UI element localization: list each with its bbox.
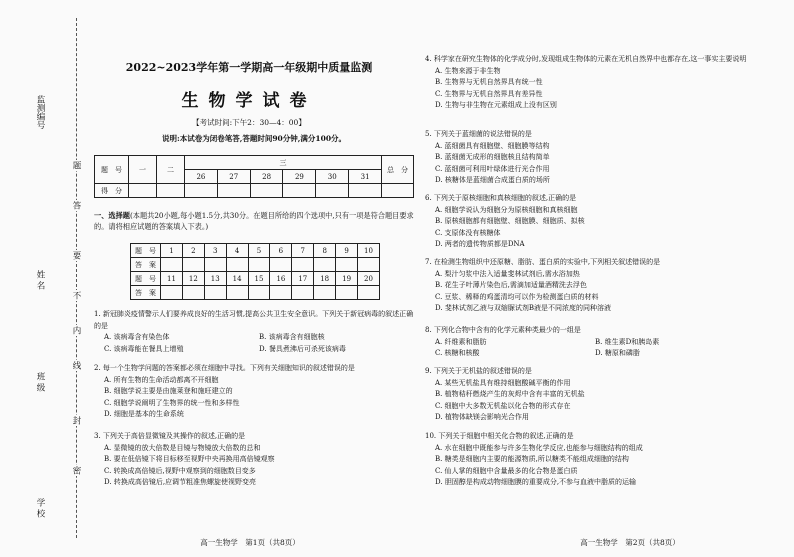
seal-char: 密: [71, 466, 81, 475]
question-3: [94, 431, 414, 489]
answer-qnum: 10: [358, 244, 380, 258]
answer-cell[interactable]: [226, 286, 248, 300]
option: A. 蓝细菌具有细胞壁、细胞膜等结构: [435, 141, 550, 150]
option: C. 蓝细菌可利用叶绿体进行光合作用: [435, 164, 550, 173]
option: A. 生物来源于非生物: [435, 66, 501, 75]
answer-qnum: 6: [270, 244, 292, 258]
option: A. 所有生物的生命活动都离不开细胞: [104, 375, 219, 384]
score-group: 三: [185, 156, 382, 170]
option: A. 某些无机盐具有维持细胞酸碱平衡的作用: [435, 378, 571, 387]
question-7: [425, 257, 755, 315]
option: C. 该病毒能在餐具上增殖: [104, 344, 184, 353]
exam-title: 2022~2023学年第一学期高一年级期中质量监测: [125, 61, 373, 74]
score-subcol: 31: [349, 170, 382, 184]
question-stem: 10. 下列关于细胞中相关化合物的叙述,正确的是: [425, 432, 574, 440]
option: B. 植物秸秆燃烧产生的灰烬中含有丰富的无机盐: [435, 390, 585, 399]
name-label: 姓 名: [35, 270, 45, 290]
answer-qnum: 8: [314, 244, 336, 258]
answer-qnum: 9: [336, 244, 358, 258]
answer-q-label: 题 号: [131, 244, 161, 258]
score-cell[interactable]: [283, 184, 316, 198]
question-stem: 5. 下列关于蓝细菌的说法错误的是: [425, 130, 532, 138]
seal-char: 内: [71, 326, 81, 335]
answer-cell[interactable]: [270, 286, 292, 300]
option: A. 纤维素和脂肪: [435, 337, 487, 346]
answer-qnum: 19: [336, 272, 358, 286]
option: B. 糖类是细胞内主要的能源物质,所以糖类不能组成细胞的结构: [435, 455, 629, 464]
exam-no-label: 监测编号: [35, 95, 45, 129]
left-column: [94, 0, 414, 557]
question-1: [94, 309, 414, 355]
answer-qnum: 2: [182, 244, 204, 258]
answer-qnum: 1: [161, 244, 183, 258]
answer-table: [130, 243, 380, 300]
answer-qnum: 3: [204, 244, 226, 258]
options-row: [425, 348, 755, 360]
option: B. 蓝细菌无成形的细胞核且结构简单: [435, 153, 550, 162]
section1-title: 一、选择题: [94, 211, 130, 220]
answer-cell[interactable]: [336, 258, 358, 272]
score-col: 一: [129, 156, 157, 184]
seal-char: 不: [71, 291, 81, 300]
option: A. 显微镜的放大倍数是目镜与物镜放大倍数的总和: [104, 443, 261, 452]
seal-line: [76, 18, 77, 538]
question-stem: 9. 下列关于无机盐的叙述错误的是: [425, 367, 532, 375]
answer-cell[interactable]: [182, 258, 204, 272]
option: C. 核糖和核酸: [435, 349, 480, 358]
option: A. 水在细胞中既能参与许多生物化学反应,也能参与细胞结构的组成: [435, 443, 643, 452]
question-stem: 4. 科学家在研究生物体的化学成分时,发现组成生物体的元素在无机自然界中也都存在,这一事实主要说明: [425, 55, 747, 63]
answer-cell[interactable]: [161, 258, 183, 272]
answer-qnum: 16: [270, 272, 292, 286]
question-stem: 7. 在检测生物组织中还原糖、脂肪、蛋白质的实验中,下列相关叙述错误的是: [425, 258, 661, 266]
score-cell[interactable]: [185, 184, 218, 198]
option: D. 两者的遗传物质都是DNA: [435, 240, 525, 249]
answer-qnum: 7: [292, 244, 314, 258]
answer-qnum: 12: [182, 272, 204, 286]
answer-cell[interactable]: [314, 258, 336, 272]
answer-qnum: 18: [314, 272, 336, 286]
answer-cell[interactable]: [248, 258, 270, 272]
score-total-label: 总 分: [382, 156, 414, 184]
seal-char: 要: [71, 251, 81, 260]
answer-cell[interactable]: [226, 258, 248, 272]
option: A. 细胞学说认为细胞分为原核细胞和真核细胞: [435, 205, 578, 214]
answer-qnum: 11: [161, 272, 183, 286]
option: C. 支原体没有核糖体: [435, 228, 501, 237]
option: B. 生物界与无机自然界具有统一性: [435, 78, 543, 87]
option: D. 斐林试剂乙液与双缩脲试剂B液是不同浓度的同种溶液: [435, 304, 611, 313]
answer-cell[interactable]: [314, 286, 336, 300]
seal-char: 封: [71, 416, 81, 425]
section1-text: (本题共20小题,每小题1.5分,共30分。在题目所给的四个选项中,只有一项是符合题目要求的。请将相应试题的答案填入下表。): [94, 211, 414, 231]
option: B. 原核细胞都有细胞壁、细胞膜、细胞质、拟核: [435, 217, 585, 226]
option: B. 该病毒含有细胞核: [259, 333, 325, 342]
option: C. 生物界与无机自然界具有差异性: [435, 89, 543, 98]
options-row: [425, 337, 755, 349]
option: C. 豆浆、稀释的鸡蛋清均可以作为检测蛋白质的材料: [435, 292, 599, 301]
answer-qnum: 5: [248, 244, 270, 258]
section1-intro: [94, 210, 414, 232]
score-row-label: 题 号: [95, 156, 129, 184]
answer-qnum-row: [131, 272, 380, 286]
question-5: [425, 129, 755, 187]
answer-row: [131, 286, 380, 300]
answer-cell[interactable]: [358, 286, 380, 300]
answer-qnum: 15: [248, 272, 270, 286]
answer-cell[interactable]: [248, 286, 270, 300]
options-row: [94, 332, 414, 344]
option: B. 花生子叶薄片染色后,需滴加适量酒精洗去浮色: [435, 281, 587, 290]
score-subcol: 30: [316, 170, 349, 184]
answer-cell[interactable]: [292, 258, 314, 272]
answer-qnum: 4: [226, 244, 248, 258]
option: C. 仙人掌的细胞中含量最多的化合物是蛋白质: [435, 466, 578, 475]
option: C. 细胞中大多数无机盐以化合物的形式存在: [435, 401, 571, 410]
option: A. 该病毒含有染色体: [104, 333, 170, 342]
question-stem: 1. 新冠肺炎疫情警示人们要养成良好的生活习惯,提高公共卫生安全意识。下列关于新冠病毒的叙述正确的是: [94, 310, 414, 330]
answer-row: [131, 258, 380, 272]
answer-qnum: 20: [358, 272, 380, 286]
answer-cell[interactable]: [336, 286, 358, 300]
score-cell[interactable]: [250, 184, 283, 198]
option: D. 细胞是基本的生命系统: [104, 410, 184, 419]
question-2: [94, 363, 414, 421]
option: D. 糖原和磷脂: [595, 349, 640, 358]
question-stem: 6. 下列关于原核细胞和真核细胞的叙述,正确的是: [425, 194, 577, 202]
option: D. 转换成高倍镜后,应调节粗准焦螺旋使视野变亮: [104, 478, 257, 487]
answer-cell[interactable]: [292, 286, 314, 300]
question-10: [425, 431, 755, 489]
answer-qnum: 13: [204, 272, 226, 286]
class-field: [34, 372, 46, 392]
option: D. 生物与非生物在元素组成上没有区别: [435, 101, 557, 110]
answer-a-label: 答 案: [131, 258, 161, 272]
option: C. 转换成高倍镜后,视野中观察到的细胞数目变多: [104, 466, 256, 475]
answer-cell[interactable]: [204, 286, 226, 300]
right-column: [425, 0, 755, 557]
answer-a-label: 答 案: [131, 286, 161, 300]
option: D. 胆固醇是构成动物细胞膜的重要成分,不参与血液中脂质的运输: [435, 478, 637, 487]
question-8: [425, 325, 755, 360]
answer-qnum-row: [131, 244, 380, 258]
score-row-label: 得 分: [95, 184, 129, 198]
page-footer-right: 高一生物学 第2页（共8页）: [580, 538, 680, 547]
exam-notice: 说明:本试卷为闭卷笔答,答题时间90分钟,满分100分。: [161, 134, 347, 143]
question-4: [425, 54, 755, 112]
question-6: [425, 193, 755, 251]
exam-time: 【考试时间:下午2：30—4：00】: [192, 118, 306, 127]
answer-q-label: 题 号: [131, 272, 161, 286]
score-cell[interactable]: [349, 184, 382, 198]
answer-cell[interactable]: [204, 258, 226, 272]
answer-cell[interactable]: [270, 258, 292, 272]
subject-title: 生物学试卷: [181, 91, 317, 111]
seal-char: 题: [71, 161, 81, 170]
answer-qnum: 14: [226, 272, 248, 286]
question-9: [425, 366, 755, 424]
score-cell[interactable]: [157, 184, 185, 198]
score-cell[interactable]: [316, 184, 349, 198]
score-subcol: 28: [250, 170, 283, 184]
question-stem: 3. 下列关于高倍显微镜及其操作的叙述,正确的是: [94, 432, 246, 440]
binding-strip: [0, 0, 84, 557]
answer-cell[interactable]: [358, 258, 380, 272]
score-subcol: 27: [217, 170, 250, 184]
answer-qnum: 17: [292, 272, 314, 286]
school-label: 学 校: [35, 498, 45, 518]
option: B. 要在低倍镜下将目标移至视野中央再换用高倍镜观察: [104, 455, 275, 464]
class-label: 班 级: [35, 372, 45, 392]
answer-cell[interactable]: [161, 286, 183, 300]
answer-cell[interactable]: [182, 286, 204, 300]
options-row: [94, 344, 414, 356]
option: B. 细胞学说主要是由施莱登和施旺建立的: [104, 387, 233, 396]
score-col: 二: [157, 156, 185, 184]
question-stem: 2. 每一个生物学问题的答案都必须在细胞中寻找。下列有关细胞知识的叙述错误的是: [94, 364, 355, 372]
score-cell[interactable]: [129, 184, 157, 198]
seal-char: 线: [71, 361, 81, 370]
option: B. 维生素D和胰岛素: [595, 337, 660, 346]
option: A. 梨汁匀浆中法入适量斐林试剂后,需水浴加热: [435, 269, 580, 278]
option: D. 餐具煮沸后可杀死该病毒: [259, 344, 346, 353]
score-table: [94, 155, 414, 198]
option: D. 植物体缺镁会影响光合作用: [435, 413, 529, 422]
name-field: [34, 270, 46, 290]
score-cell[interactable]: [217, 184, 250, 198]
page-footer-left: 高一生物学 第1页（共8页）: [200, 538, 300, 547]
option: C. 细胞学说阐明了生物界的统一性和多样性: [104, 398, 240, 407]
score-cell[interactable]: [382, 184, 414, 198]
option: D. 核糖体是蓝细菌合成蛋白质的场所: [435, 176, 550, 185]
score-subcol: 26: [185, 170, 218, 184]
school-field: [34, 498, 46, 518]
score-subcol: 29: [283, 170, 316, 184]
exam-no-field: [34, 95, 46, 129]
question-stem: 8. 下列化合物中含有的化学元素种类最少的一组是: [425, 326, 581, 334]
seal-char: 答: [71, 201, 81, 210]
